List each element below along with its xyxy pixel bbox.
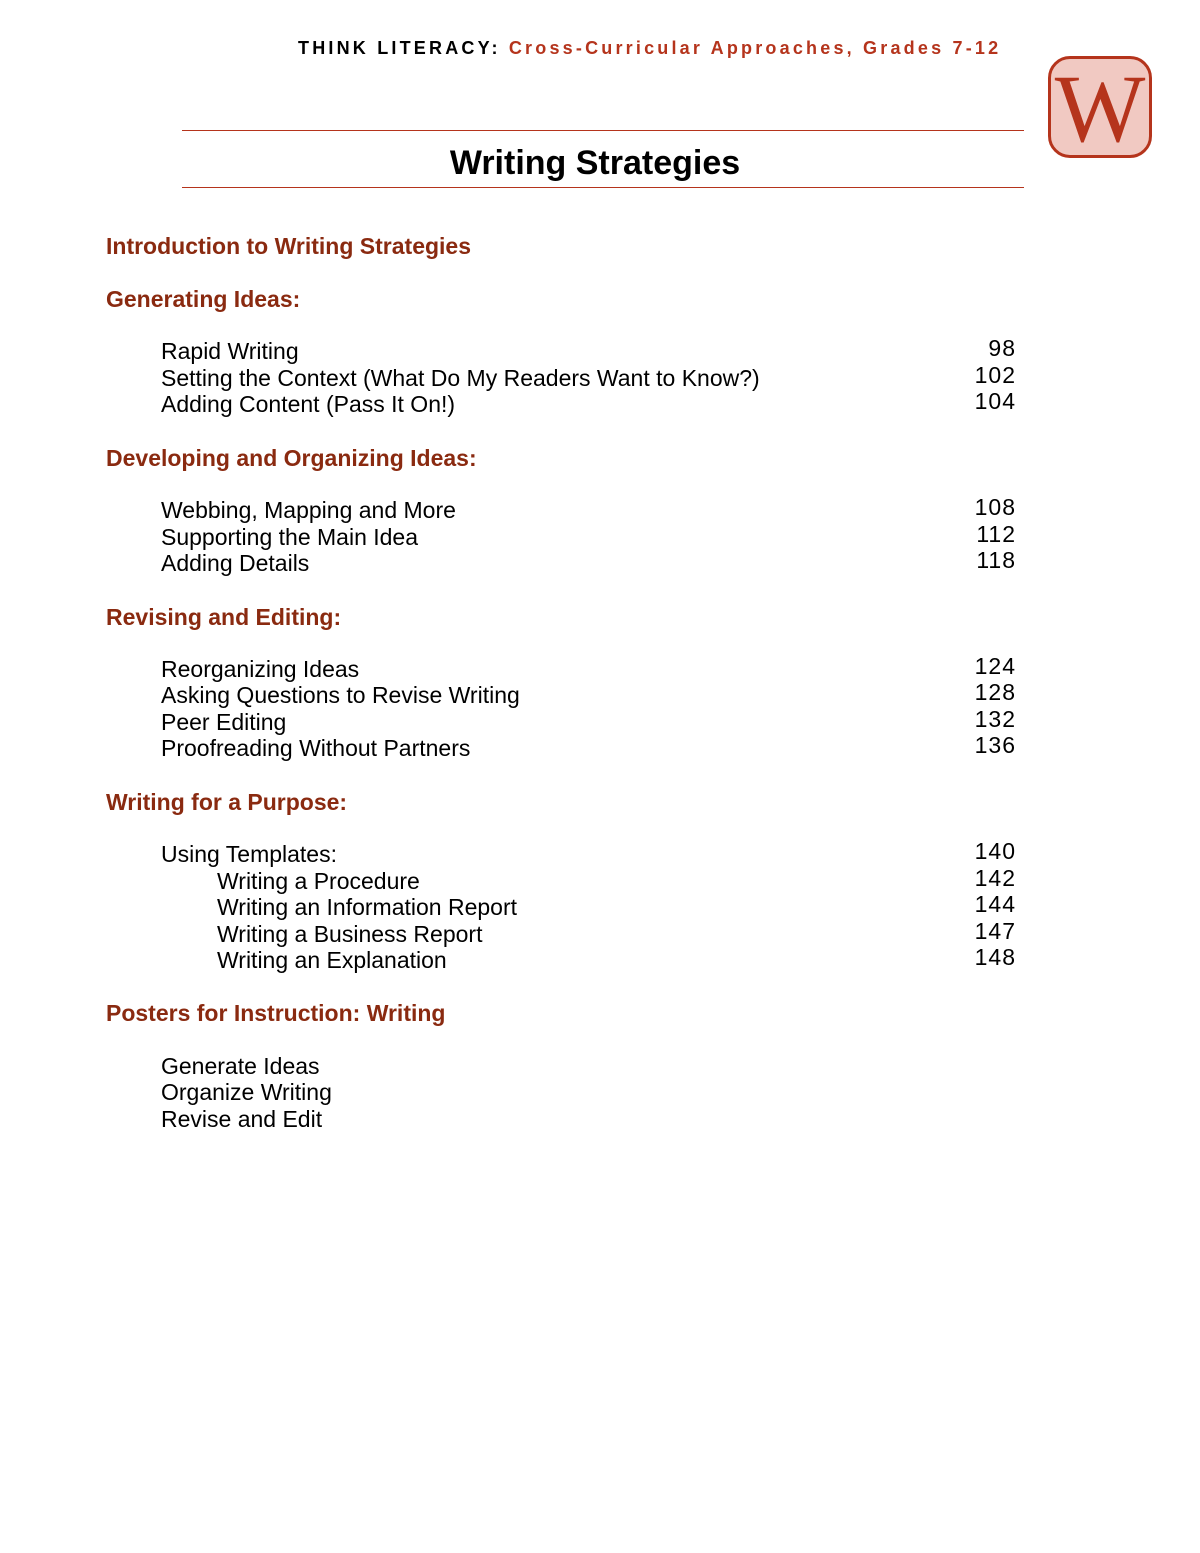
toc-entry[interactable] bbox=[161, 1079, 1016, 1106]
section-heading[interactable]: Revising and Editing: bbox=[106, 604, 342, 630]
toc-entry[interactable] bbox=[161, 653, 1016, 683]
toc-entry-label: Generate Ideas bbox=[161, 1053, 320, 1079]
logo-letter: W bbox=[1054, 56, 1146, 158]
title-rule-bottom bbox=[182, 187, 1024, 188]
section-heading[interactable]: Posters for Instruction: Writing bbox=[106, 1000, 446, 1026]
toc-entry-label: Adding Content (Pass It On!) bbox=[161, 391, 456, 417]
writing-logo-icon bbox=[1048, 56, 1152, 158]
header-subtitle: Cross-Curricular Approaches, Grades 7-12 bbox=[500, 38, 1002, 58]
toc-page-number: 147 bbox=[974, 918, 1016, 944]
toc-entry-label: Reorganizing Ideas bbox=[161, 656, 360, 682]
toc-entry-label: Peer Editing bbox=[161, 709, 287, 735]
header-brand: THINK LITERACY: bbox=[298, 38, 501, 58]
toc-entry-label: Writing a Business Report bbox=[217, 921, 483, 947]
toc-subentry[interactable] bbox=[217, 944, 1016, 974]
toc-page-number: 104 bbox=[974, 388, 1016, 414]
toc-page-number: 136 bbox=[974, 732, 1016, 758]
toc-page-number: 108 bbox=[974, 494, 1016, 520]
toc-entry-label: Writing a Procedure bbox=[217, 868, 420, 894]
toc-entry-label: Organize Writing bbox=[161, 1079, 332, 1105]
toc-page-number: 142 bbox=[974, 865, 1016, 891]
toc-entry[interactable] bbox=[161, 362, 1016, 392]
section-heading[interactable]: Writing for a Purpose: bbox=[106, 789, 348, 815]
toc-entry-label: Using Templates: bbox=[161, 841, 337, 867]
toc-entry-label: Webbing, Mapping and More bbox=[161, 497, 456, 523]
toc-subentry[interactable] bbox=[217, 865, 1016, 895]
toc-page-number: 124 bbox=[974, 653, 1016, 679]
page-title: Writing Strategies bbox=[449, 144, 741, 182]
toc-subentry[interactable] bbox=[217, 891, 1016, 921]
section-heading[interactable]: Introduction to Writing Strategies bbox=[106, 233, 472, 259]
toc-entry-label: Writing an Explanation bbox=[217, 947, 447, 973]
toc-entry[interactable] bbox=[161, 547, 1016, 577]
toc-subentry[interactable] bbox=[217, 918, 1016, 948]
toc-entry[interactable] bbox=[161, 679, 1016, 709]
toc-page-number: 98 bbox=[988, 335, 1016, 361]
section-heading[interactable]: Generating Ideas: bbox=[106, 286, 301, 312]
toc-entry[interactable] bbox=[161, 1053, 1016, 1080]
toc-page-number: 132 bbox=[974, 706, 1016, 732]
toc-page-number: 140 bbox=[974, 838, 1016, 864]
toc-entry[interactable] bbox=[161, 521, 1016, 551]
toc-entry-label: Rapid Writing bbox=[161, 338, 299, 364]
running-header bbox=[298, 38, 1001, 59]
title-rule-top bbox=[182, 130, 1024, 131]
toc-entry[interactable] bbox=[161, 1106, 1016, 1133]
toc-page-number: 144 bbox=[974, 891, 1016, 917]
toc-entry-label: Supporting the Main Idea bbox=[161, 524, 419, 550]
toc-page-number: 102 bbox=[974, 362, 1016, 388]
toc-entry[interactable] bbox=[161, 335, 1016, 365]
toc-page-number: 112 bbox=[976, 521, 1016, 547]
toc-page-number: 128 bbox=[974, 679, 1016, 705]
toc-entry[interactable] bbox=[161, 732, 1016, 762]
toc-entry-label: Proofreading Without Partners bbox=[161, 735, 471, 761]
toc-page-number: 118 bbox=[976, 547, 1016, 573]
toc-entry-label: Writing an Information Report bbox=[217, 894, 517, 920]
section-heading[interactable]: Developing and Organizing Ideas: bbox=[106, 445, 477, 471]
toc-entry[interactable] bbox=[161, 494, 1016, 524]
toc-entry[interactable] bbox=[161, 838, 1016, 868]
toc-entry[interactable] bbox=[161, 706, 1016, 736]
toc-entry-label: Setting the Context (What Do My Readers Want to Know?) bbox=[161, 365, 760, 391]
toc-entry[interactable] bbox=[161, 388, 1016, 418]
toc-entry-label: Adding Details bbox=[161, 550, 310, 576]
toc-page-number: 148 bbox=[974, 944, 1016, 970]
toc-entry-label: Revise and Edit bbox=[161, 1106, 323, 1132]
toc-entry-label: Asking Questions to Revise Writing bbox=[161, 682, 520, 708]
